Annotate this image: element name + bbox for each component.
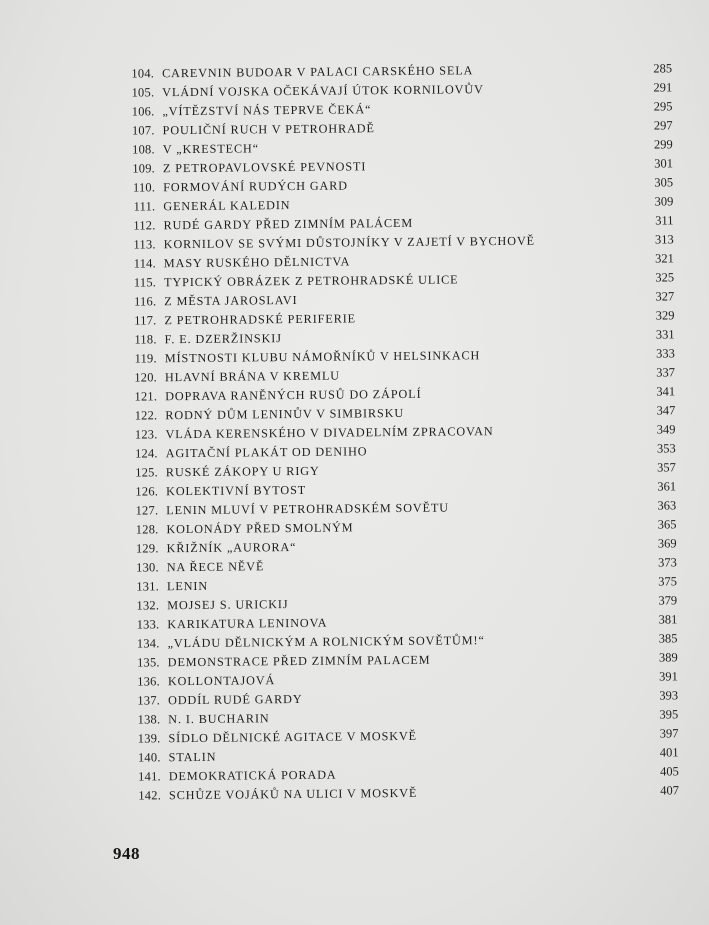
entry-title: VLÁDA KERENSKÉHO V DIVADELNÍM ZPRACOVAN [165, 424, 494, 442]
entry-number: 105. [131, 85, 155, 100]
entry-page: 375 [658, 574, 678, 589]
entry-page: 313 [654, 232, 674, 247]
entry-number: 111. [133, 199, 156, 214]
entry-page: 363 [657, 498, 677, 513]
entry-title: MOJSEJ S. URICKIJ [167, 597, 289, 613]
entry-number: 141. [138, 769, 161, 784]
entry-title: NA ŘECE NĚVĚ [166, 559, 265, 575]
entry-number: 113. [133, 237, 156, 252]
entry-title: KORNILOV SE SVÝMI DŮSTOJNÍKY V ZAJETÍ V BYCHOVĚ [163, 233, 536, 252]
entry-number: 104. [131, 66, 155, 81]
entry-title: DOPRAVA RANĚNÝCH RUSŮ DO ZÁPOLÍ [165, 386, 422, 404]
entry-page: 309 [654, 194, 674, 209]
entry-title: „VLÁDU DĚLNICKÝM A ROLNICKÝM SOVĚTŮM!“ [167, 633, 485, 651]
entry-number: 109. [132, 161, 156, 176]
entry-title: KOLONÁDY PŘED SMOLNÝM [166, 520, 354, 537]
entry-page: 295 [653, 99, 673, 114]
entry-title: SÍDLO DĚLNICKÉ AGITACE V MOSKVĚ [168, 728, 418, 746]
entry-title: V „KRESTECH“ [162, 141, 260, 157]
entry-title: RUDÉ GARDY PŘED ZIMNÍM PALÁCEM [163, 215, 414, 233]
entry-page: 395 [659, 707, 679, 722]
entry-title: AGITAČNÍ PLAKÁT OD DENIHO [165, 444, 368, 461]
entry-number: 122. [134, 408, 158, 423]
entry-page: 333 [655, 346, 675, 361]
entry-number: 134. [136, 636, 160, 651]
entry-number: 121. [134, 389, 158, 404]
entry-page: 365 [657, 517, 677, 532]
entry-page: 337 [656, 365, 676, 380]
entry-title: KARIKATURA LENINOVA [167, 615, 328, 632]
entry-page: 329 [655, 308, 675, 323]
entry-page: 349 [656, 422, 676, 437]
entry-page: 311 [655, 213, 674, 228]
entry-page: 357 [657, 460, 676, 475]
entry-page: 341 [656, 384, 676, 399]
entry-page: 299 [653, 137, 673, 152]
entry-page: 373 [657, 555, 677, 570]
entry-page: 397 [659, 726, 679, 741]
entry-page: 385 [658, 631, 678, 646]
entry-title: F. E. DZERŽINSKIJ [164, 331, 282, 347]
entry-title: POULIČNÍ RUCH V PETROHRADĚ [162, 121, 375, 138]
entry-number: 139. [137, 731, 161, 746]
entry-title: DEMONSTRACE PŘED ZIMNÍM PALACEM [167, 652, 431, 670]
entry-number: 127. [135, 503, 159, 518]
entry-number: 138. [137, 712, 161, 727]
entry-number: 110. [132, 180, 156, 195]
entry-page: 321 [655, 251, 674, 266]
entry-title: DEMOKRATICKÁ PORADA [168, 767, 337, 784]
entry-number: 118. [134, 332, 157, 347]
entry-title: KŘIŽNÍK „AURORA“ [166, 539, 297, 556]
entry-number: 119. [134, 351, 157, 366]
entry-title: LENIN MLUVÍ V PETROHRADSKÉM SOVĚTU [166, 500, 450, 518]
entry-page: 305 [654, 175, 674, 190]
entry-number: 107. [131, 123, 155, 138]
entry-number: 140. [137, 750, 161, 765]
entry-title: FORMOVÁNÍ RUDÝCH GARD [163, 178, 349, 195]
entry-title: KOLLONTAJOVÁ [167, 673, 276, 689]
entry-number: 124. [134, 446, 158, 461]
entry-number: 142. [138, 788, 162, 803]
entry-number: 117. [134, 313, 157, 328]
entry-number: 132. [136, 598, 160, 613]
entry-number: 116. [133, 294, 157, 309]
entry-page: 327 [655, 289, 675, 304]
entry-page: 401 [659, 745, 679, 760]
entry-title: N. I. BUCHARIN [168, 711, 270, 727]
entry-page: 393 [659, 688, 679, 703]
entry-number: 114. [133, 256, 156, 271]
entry-page: 389 [658, 650, 678, 665]
entry-page: 331 [655, 327, 675, 342]
entry-title: KOLEKTIVNÍ BYTOST [166, 482, 307, 499]
entry-page: 301 [654, 156, 674, 171]
entry-title: VLÁDNÍ VOJSKA OČEKÁVAJÍ ÚTOK KORNILOVŮV [162, 82, 484, 100]
entry-number: 120. [134, 370, 158, 385]
entry-title: Z PETROHRADSKÉ PERIFERIE [164, 311, 357, 328]
entry-title: ODDÍL RUDÉ GARDY [168, 691, 303, 708]
entry-title: LENIN [166, 578, 209, 594]
entry-page: 325 [655, 270, 675, 285]
entry-title: TYPICKÝ OBRÁZEK Z PETROHRADSKÉ ULICE [164, 272, 459, 290]
entry-title: „VÍTĚZSTVÍ NÁS TEPRVE ČEKÁ“ [162, 102, 372, 119]
entry-page: 291 [653, 80, 673, 95]
page-number: 948 [113, 844, 140, 863]
entry-title: SCHŮZE VOJÁKŮ NA ULICI V MOSKVĚ [168, 785, 418, 803]
entry-number: 136. [137, 674, 160, 689]
entry-number: 115. [133, 275, 157, 290]
entry-page: 285 [653, 61, 673, 76]
entry-page: 391 [659, 669, 678, 684]
entry-title: Z PETROPAVLOVSKÉ PEVNOSTI [162, 159, 367, 176]
entry-number: 125. [135, 465, 158, 480]
entry-title: Z MĚSTA JAROSLAVI [164, 292, 298, 309]
entry-page: 407 [660, 783, 680, 798]
entry-number: 126. [135, 484, 159, 499]
entry-number: 129. [135, 541, 159, 556]
entry-page: 353 [656, 441, 676, 456]
entry-number: 135. [136, 655, 160, 670]
entry-number: 130. [136, 560, 159, 575]
entry-number: 112. [133, 218, 156, 233]
entry-number: 123. [134, 427, 158, 442]
entry-title: MASY RUSKÉHO DĚLNICTVA [163, 254, 351, 271]
entry-title: STALIN [168, 749, 217, 765]
entry-page: 405 [659, 764, 679, 779]
entry-number: 108. [132, 142, 155, 157]
entry-page: 347 [656, 403, 676, 418]
entry-title: RUSKÉ ZÁKOPY U RIGY [165, 463, 320, 480]
entry-page: 369 [657, 536, 677, 551]
entry-page: 361 [657, 479, 677, 494]
entry-title: GENERÁL KALEDIN [163, 198, 291, 214]
entry-title: MÍSTNOSTI KLUBU NÁMOŘNÍKŮ V HELSINKACH [164, 348, 481, 366]
entry-page: 297 [653, 118, 673, 133]
entry-number: 137. [137, 693, 161, 708]
entry-page: 379 [658, 593, 678, 608]
entry-title: HLAVNÍ BRÁNA V KREMLU [164, 368, 341, 385]
entry-number: 106. [131, 104, 155, 119]
illustration-index-list [0, 59, 709, 807]
entry-title: RODNÝ DŮM LENINŮV V SIMBIRSKU [165, 405, 405, 423]
entry-number: 133. [136, 617, 160, 632]
entry-number: 128. [135, 522, 159, 537]
entry-page: 381 [658, 612, 678, 627]
entry-title: CAREVNIN BUDOAR V PALACI CARSKÉHO SELA [161, 63, 474, 81]
entry-number: 131. [136, 579, 160, 594]
